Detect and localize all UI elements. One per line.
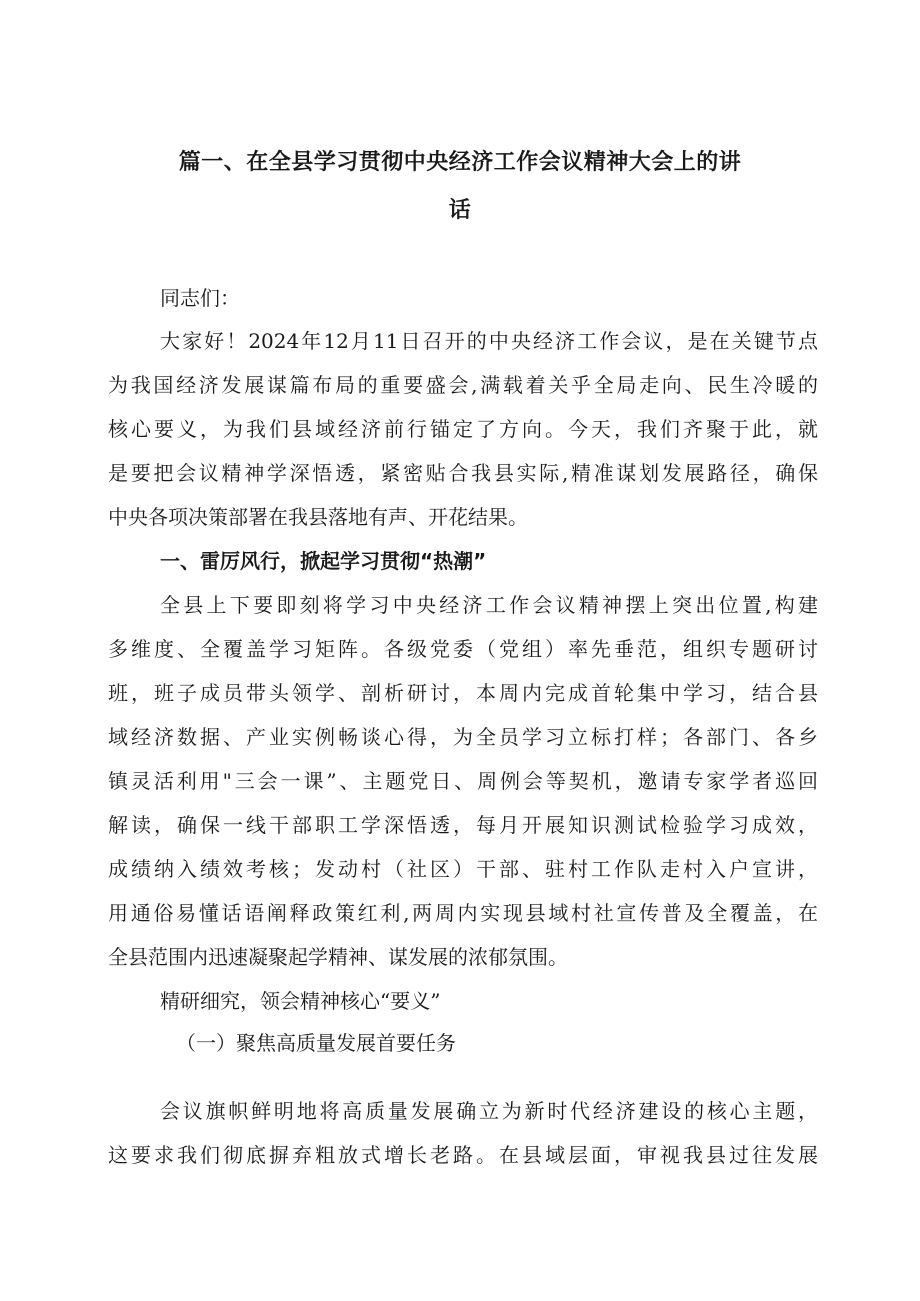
section1-line: 用通俗易懂话语阐释政策红利,两周内实现县域村社宣传普及全覆盖，在: [108, 901, 818, 925]
section1-line: 解读，确保一线干部职工学深悟透，每月开展知识测试检验学习成效，: [108, 813, 818, 837]
document-title-line-2: 话: [448, 198, 472, 223]
intro-line: 大家好！2024年12月11日召开的中央经济工作会议，是在关键节点: [160, 329, 818, 353]
section1-line: 域经济数据、产业实例畅谈心得，为全员学习立标打样；各部门、各乡: [108, 725, 818, 749]
subsection-heading-1: （一）聚焦高质量发展首要任务: [176, 1031, 456, 1055]
document-title-line-1: 篇一、在全县学习贯彻中央经济工作会议精神大会上的讲: [178, 150, 742, 175]
section-heading-1: 一、雷厉风行，掀起学习贯彻“热潮”: [160, 549, 487, 573]
intro-line: 核心要义，为我们县域经济前行锚定了方向。今天，我们齐聚于此，就: [108, 417, 818, 441]
section1-line: 全县范围内迅速凝聚起学精神、谋发展的浓郁氛围。: [108, 945, 568, 969]
intro-line: 是要把会议精神学深悟透，紧密贴合我县实际,精准谋划发展路径，确保: [108, 461, 818, 485]
section-heading-2: 精研细究，领会精神核心“要义”: [160, 989, 441, 1013]
salutation: 同志们：: [160, 286, 240, 310]
section1-line: 多维度、全覆盖学习矩阵。各级党委（党组）率先垂范，组织专题研讨: [108, 637, 818, 661]
section1-line: 全县上下要即刻将学习中央经济工作会议精神摆上突出位置,构建: [160, 593, 818, 617]
section1-line: 成绩纳入绩效考核；发动村（社区）干部、驻村工作队走村入户宣讲，: [108, 857, 818, 881]
section1-line: 班，班子成员带头领学、剖析研讨，本周内完成首轮集中学习，结合县: [108, 681, 818, 705]
subsection1-line: 这要求我们彻底摒弃粗放式增长老路。在县域层面，审视我县过往发展: [108, 1143, 818, 1167]
subsection1-line: 会议旗帜鲜明地将高质量发展确立为新时代经济建设的核心主题，: [160, 1099, 818, 1123]
intro-line: 中央各项决策部署在我县落地有声、开花结果。: [108, 505, 528, 529]
section1-line: 镇灵活利用"三会一课”、主题党日、周例会等契机，邀请专家学者巡回: [108, 769, 818, 793]
intro-line: 为我国经济发展谋篇布局的重要盛会,满载着关乎全局走向、民生冷暖的: [108, 373, 818, 397]
